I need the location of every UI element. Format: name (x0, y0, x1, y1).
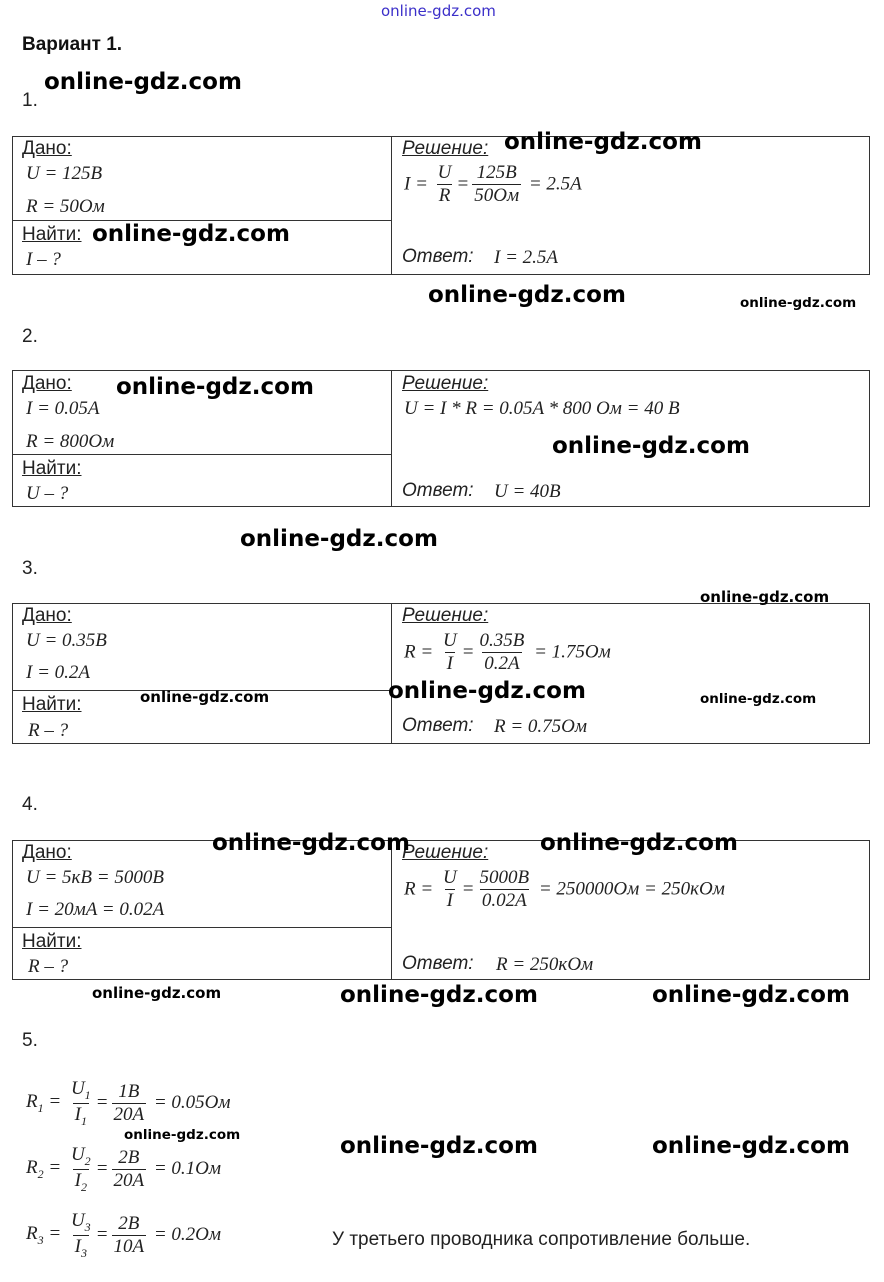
fraction-numerator: 5000B (479, 867, 530, 888)
find-value: I – ? (26, 249, 61, 270)
fraction-denominator: 20A (113, 1169, 145, 1191)
formula-rhs: = 0.2Ом (153, 1224, 222, 1246)
site-link-top[interactable]: online-gdz.com (381, 2, 496, 20)
solution-formula: R = $\frac{U}{I}$ = $\frac{5000B}{0.02A}$ = 250000Ом = 250кОм (404, 867, 725, 911)
watermark: online-gdz.com (116, 374, 314, 400)
problem-3-number: 3. (22, 558, 38, 579)
subscript: 1 (80, 1113, 87, 1128)
watermark: online-gdz.com (740, 295, 857, 311)
fraction-denominator: 20A (113, 1103, 145, 1125)
subscript: 2 (84, 1153, 91, 1168)
formula-rhs: = 1.75Ом (534, 641, 611, 663)
fraction-denominator: I (74, 1235, 81, 1257)
fraction-numerator: U (442, 867, 457, 888)
fraction-numerator: 1B (118, 1080, 140, 1102)
answer-label: Ответ: (402, 715, 474, 736)
given-value: R = 50Ом (26, 196, 105, 217)
fraction-denominator: 0.02A (481, 889, 527, 911)
formula-lhs: I = (404, 173, 428, 195)
formula-rhs: = 0.1Ом (153, 1158, 222, 1180)
divider (391, 370, 392, 507)
answer-label: Ответ: (402, 480, 474, 501)
fraction-numerator: U (70, 1144, 85, 1165)
divider (391, 136, 392, 275)
given-label: Дано: (22, 842, 72, 863)
watermark: online-gdz.com (652, 1133, 850, 1159)
problem-5-number: 5. (22, 1030, 38, 1051)
find-label: Найти: (22, 694, 82, 715)
divider (391, 840, 392, 980)
solution-label: Решение: (402, 138, 489, 159)
problem-2-number: 2. (22, 326, 38, 347)
watermark: online-gdz.com (428, 282, 626, 308)
find-value: R – ? (28, 720, 69, 741)
answer-value: R = 250кОм (496, 954, 594, 975)
fraction-denominator: I (74, 1169, 81, 1191)
problem-1-number: 1. (22, 90, 38, 111)
given-value: U = 0.35B (26, 630, 107, 651)
watermark: online-gdz.com (700, 691, 817, 707)
watermark: online-gdz.com (340, 1133, 538, 1159)
given-label: Дано: (22, 373, 72, 394)
given-value: U = 125B (26, 163, 103, 184)
conclusion-text: У третьего проводника сопротивление больше. (332, 1229, 751, 1250)
fraction-denominator: R (438, 184, 451, 206)
formula-rhs: = 250000Ом = 250кОм (538, 878, 725, 900)
subscript: 3 (84, 1219, 91, 1234)
fraction-numerator: U (437, 162, 452, 183)
watermark: online-gdz.com (540, 830, 738, 856)
find-label: Найти: (22, 931, 82, 952)
fraction-numerator: 125B (476, 162, 517, 183)
answer-value: I = 2.5A (494, 247, 559, 268)
solution-label: Решение: (402, 605, 489, 626)
answer-value: U = 40B (494, 481, 561, 502)
watermark: online-gdz.com (504, 129, 702, 155)
find-label: Найти: (22, 224, 82, 245)
fraction-numerator: 0.35B (479, 630, 525, 651)
watermark: online-gdz.com (652, 982, 850, 1008)
given-label: Дано: (22, 605, 72, 626)
formula-rhs: = 2.5A (528, 173, 582, 195)
given-value: I = 20мA = 0.02A (26, 899, 165, 920)
divider (391, 603, 392, 744)
resistance-formula-3: $R_3$ = $\frac{U_3}{I_3}$ = $\frac{2B}{10A}$ = 0.2Ом (26, 1210, 222, 1260)
fraction-denominator: I (446, 889, 453, 911)
page-title: Вариант 1. (22, 34, 123, 55)
watermark: online-gdz.com (140, 688, 270, 706)
fraction-denominator: 10A (113, 1235, 145, 1257)
solution-label: Решение: (402, 842, 489, 863)
watermark: online-gdz.com (44, 69, 242, 95)
fraction-numerator: 2B (118, 1146, 140, 1168)
subscript: 2 (80, 1179, 87, 1194)
formula-lhs: R = (404, 878, 434, 900)
fraction-denominator: I (74, 1103, 81, 1125)
subscript: 3 (37, 1232, 44, 1247)
solution-label: Решение: (402, 373, 489, 394)
watermark: online-gdz.com (340, 982, 538, 1008)
formula-lhs: R = (404, 641, 434, 663)
divider (12, 927, 391, 928)
fraction-denominator: 50Ом (474, 184, 520, 206)
fraction-numerator: 2B (118, 1212, 140, 1234)
subscript: 1 (37, 1100, 44, 1115)
formula-lhs: R (26, 1222, 38, 1244)
subscript: 2 (37, 1166, 44, 1181)
divider (12, 454, 391, 455)
find-value: R – ? (28, 956, 69, 977)
given-value: I = 0.05A (26, 398, 100, 419)
fraction-denominator: 0.2A (484, 652, 520, 674)
formula-lhs: R (26, 1090, 38, 1112)
given-value: I = 0.2A (26, 662, 91, 683)
find-value: U – ? (26, 483, 69, 504)
watermark: online-gdz.com (700, 588, 830, 606)
fraction-denominator: I (446, 652, 453, 674)
answer-label: Ответ: (402, 246, 474, 267)
given-value: R = 800Ом (26, 431, 115, 452)
watermark: online-gdz.com (552, 433, 750, 459)
watermark: online-gdz.com (124, 1127, 241, 1143)
formula-rhs: = 0.05Ом (153, 1092, 231, 1114)
solution-formula: I = $\frac{U}{R}$ = $\frac{125B}{50Ом}$ = 2.5A (404, 162, 582, 206)
subscript: 3 (80, 1245, 87, 1260)
subscript: 1 (84, 1087, 91, 1102)
solution-line: U = I * R = 0.05A * 800 Ом = 40 В (404, 398, 680, 419)
answer-label: Ответ: (402, 953, 474, 974)
given-value: U = 5кB = 5000B (26, 867, 164, 888)
resistance-formula-2: $R_2$ = $\frac{U_2}{I_2}$ = $\frac{2B}{20A}$ = 0.1Ом (26, 1144, 222, 1194)
fraction-numerator: U (70, 1078, 85, 1099)
watermark: online-gdz.com (92, 984, 222, 1002)
answer-value: R = 0.75Ом (494, 716, 588, 737)
solution-formula: R = $\frac{U}{I}$ = $\frac{0.35B}{0.2A}$ = 1.75Ом (404, 630, 611, 674)
watermark: online-gdz.com (240, 526, 438, 552)
watermark: online-gdz.com (92, 221, 290, 247)
watermark: online-gdz.com (388, 678, 586, 704)
problem-4-number: 4. (22, 794, 38, 815)
fraction-numerator: U (70, 1210, 85, 1231)
fraction-numerator: U (442, 630, 457, 651)
watermark: online-gdz.com (212, 830, 410, 856)
find-label: Найти: (22, 458, 82, 479)
given-label: Дано: (22, 138, 72, 159)
formula-lhs: R (26, 1156, 38, 1178)
resistance-formula-1: $R_1$ = $\frac{U_1}{I_1}$ = $\frac{1B}{20A}$ = 0.05Ом (26, 1078, 231, 1128)
